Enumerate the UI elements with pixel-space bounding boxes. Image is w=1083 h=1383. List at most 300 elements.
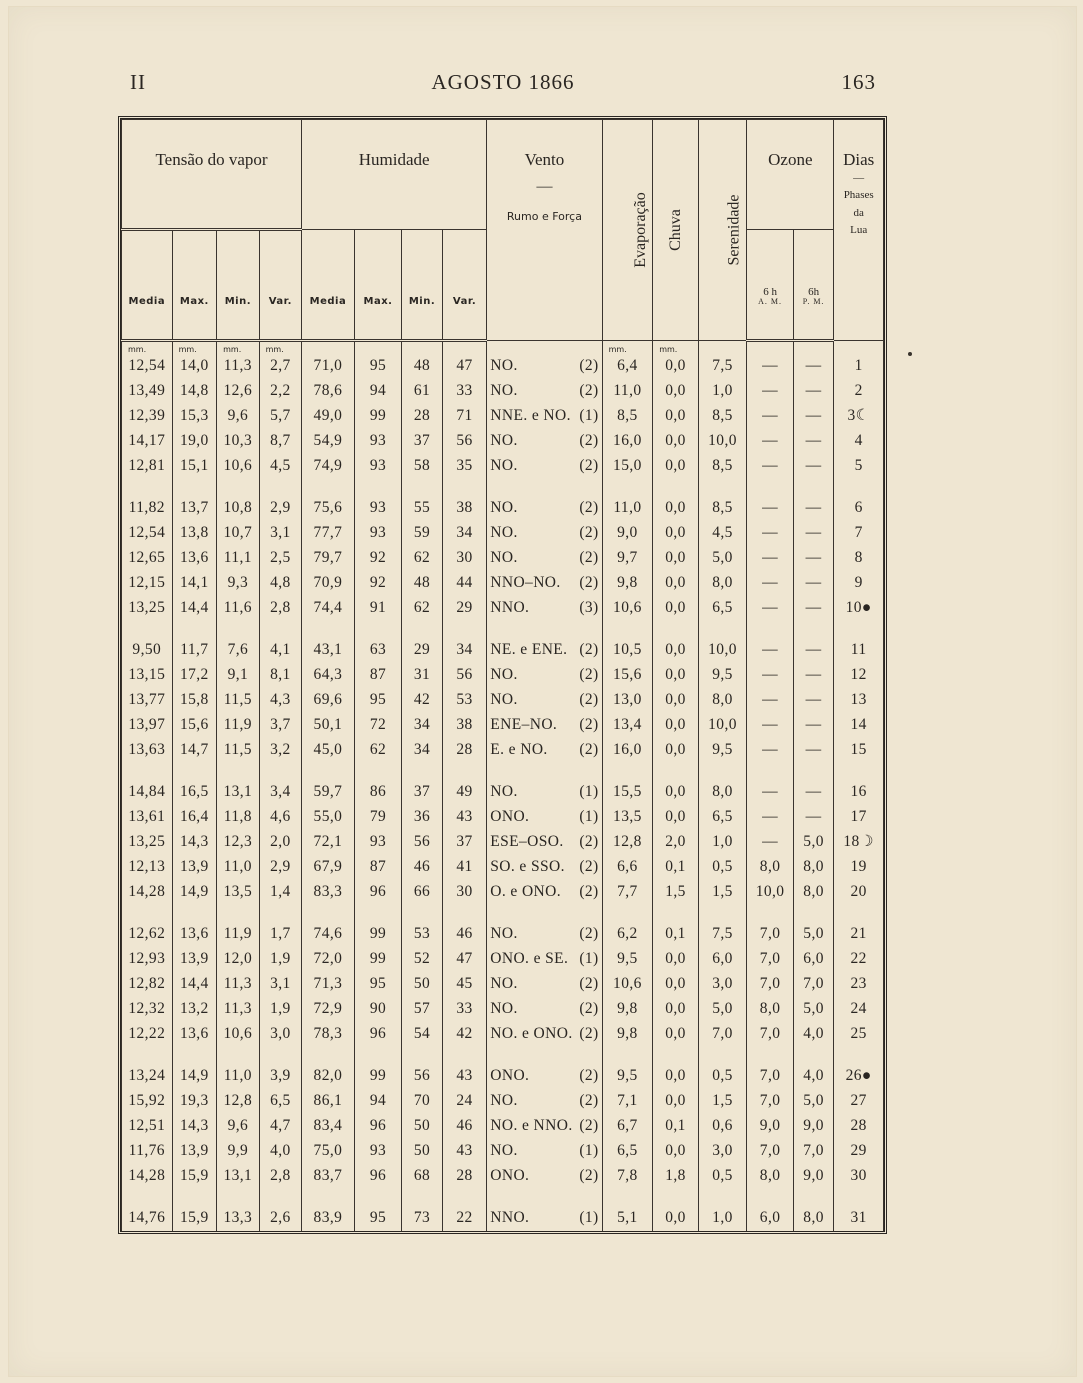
table-row [122, 830, 884, 855]
cell-tensao-var: 4,3 [259, 688, 302, 713]
cell-chuva: 0,0 [653, 996, 699, 1021]
cell-evaporacao: 11,0 [602, 379, 653, 404]
cell-tensao-media: 14,28 [122, 1163, 173, 1188]
cell-evaporacao: 6,7 [602, 1114, 653, 1139]
cell-humidade-max: 95 [354, 354, 402, 379]
cell-tensao-max: 13,2 [172, 996, 217, 1021]
cell-ozone-pm: 8,0 [793, 854, 833, 879]
table-row [122, 688, 884, 713]
cell-dia: 27 [834, 1089, 884, 1114]
table-row [122, 428, 884, 453]
wind-direction: E. e NO. [490, 740, 548, 758]
cell-humidade-max: 94 [354, 1089, 402, 1114]
cell-ozone-pm: 5,0 [793, 1089, 833, 1114]
cell-humidade-media: 54,9 [302, 428, 355, 453]
cell-evaporacao: 6,2 [602, 922, 653, 947]
cell-humidade-min: 58 [402, 453, 442, 478]
cell-tensao-var: 3,1 [259, 972, 302, 997]
cell-humidade-var: 33 [442, 996, 487, 1021]
cell-evaporacao: 16,0 [602, 428, 653, 453]
cell-chuva: 1,5 [653, 879, 699, 904]
cell-serenidade: 10,0 [698, 428, 747, 453]
cell-tensao-min: 13,1 [217, 1163, 260, 1188]
wind-force: (2) [579, 573, 599, 591]
cell-serenidade: 1,0 [698, 379, 747, 404]
cell-humidade-var: 42 [442, 1021, 487, 1046]
cell-humidade-max: 72 [354, 712, 402, 737]
cell-tensao-min: 11,6 [217, 595, 260, 620]
cell-tensao-var: 3,9 [259, 1064, 302, 1089]
cell-tensao-min: 10,8 [217, 496, 260, 521]
cell-tensao-media: 13,77 [122, 688, 173, 713]
wind-force: (2) [579, 857, 599, 875]
cell-tensao-min: 13,3 [217, 1206, 260, 1231]
cell-humidade-var: 56 [442, 428, 487, 453]
wind-force: (2) [579, 524, 599, 542]
cell-humidade-min: 55 [402, 496, 442, 521]
cell-tensao-max: 13,6 [172, 546, 217, 571]
cell-humidade-var: 34 [442, 521, 487, 546]
cell-humidade-max: 95 [354, 972, 402, 997]
header-da: da [853, 206, 864, 219]
cell-tensao-var: 2,0 [259, 830, 302, 855]
cell-dia: 14 [834, 712, 884, 737]
cell-humidade-min: 48 [402, 570, 442, 595]
cell-tensao-min: 12,8 [217, 1089, 260, 1114]
cell-tensao-min: 11,5 [217, 688, 260, 713]
wind-force: (2) [579, 641, 599, 659]
wind-force: (2) [579, 690, 599, 708]
table-row [122, 1089, 884, 1114]
cell-humidade-media: 50,1 [302, 712, 355, 737]
cell-tensao-var: 3,4 [259, 780, 302, 805]
cell-chuva: 0,0 [653, 595, 699, 620]
unit-mm: mm. [217, 341, 260, 355]
cell-chuva: 0,0 [653, 1206, 699, 1231]
cell-humidade-media: 64,3 [302, 663, 355, 688]
cell-tensao-min: 12,6 [217, 379, 260, 404]
cell-dia: 6 [834, 496, 884, 521]
cell-dia: 13 [834, 688, 884, 713]
cell-tensao-var: 2,7 [259, 354, 302, 379]
table-row [122, 1064, 884, 1089]
cell-tensao-var: 2,5 [259, 546, 302, 571]
wind-force: (2) [579, 456, 599, 474]
cell-ozone-am: — [747, 570, 794, 595]
cell-ozone-am: 8,0 [747, 854, 794, 879]
subheader-tensao-max: Max. [172, 230, 217, 341]
cell-chuva: 0,1 [653, 922, 699, 947]
cell-humidade-media: 45,0 [302, 737, 355, 762]
cell-tensao-min: 11,3 [217, 354, 260, 379]
unit-mm: mm. [653, 341, 699, 355]
cell-humidade-var: 22 [442, 1206, 487, 1231]
cell-serenidade: 8,5 [698, 496, 747, 521]
table-row [122, 996, 884, 1021]
cell-ozone-am: — [747, 496, 794, 521]
cell-humidade-media: 72,0 [302, 947, 355, 972]
table-row [122, 570, 884, 595]
cell-tensao-max: 16,4 [172, 805, 217, 830]
cell-ozone-pm: — [793, 663, 833, 688]
wind-force: (2) [579, 431, 599, 449]
subheader-ozone-pm-label: P. M. [802, 297, 825, 307]
cell-humidade-var: 49 [442, 780, 487, 805]
cell-humidade-media: 70,9 [302, 570, 355, 595]
cell-ozone-am: 7,0 [747, 947, 794, 972]
cell-evaporacao: 16,0 [602, 737, 653, 762]
cell-tensao-media: 12,15 [122, 570, 173, 595]
cell-dia: 19 [834, 854, 884, 879]
cell-evaporacao: 10,6 [602, 972, 653, 997]
cell-humidade-var: 30 [442, 879, 487, 904]
cell-humidade-var: 43 [442, 1064, 487, 1089]
cell-ozone-am: — [747, 354, 794, 379]
page-section-numeral: II [130, 70, 146, 94]
cell-humidade-media: 67,9 [302, 854, 355, 879]
header-evaporacao [602, 120, 653, 341]
cell-tensao-media: 13,25 [122, 595, 173, 620]
cell-tensao-var: 6,5 [259, 1089, 302, 1114]
cell-tensao-min: 12,3 [217, 830, 260, 855]
cell-evaporacao: 10,6 [602, 595, 653, 620]
cell-humidade-max: 92 [354, 570, 402, 595]
cell-humidade-media: 86,1 [302, 1089, 355, 1114]
cell-evaporacao: 7,1 [602, 1089, 653, 1114]
cell-tensao-media: 12,93 [122, 947, 173, 972]
cell-humidade-media: 79,7 [302, 546, 355, 571]
cell-humidade-min: 42 [402, 688, 442, 713]
cell-ozone-pm: 9,0 [793, 1114, 833, 1139]
cell-humidade-media: 69,6 [302, 688, 355, 713]
cell-chuva: 0,0 [653, 570, 699, 595]
table-row [122, 638, 884, 663]
cell-ozone-pm: — [793, 546, 833, 571]
cell-vento [487, 780, 602, 805]
cell-vento [487, 972, 602, 997]
header-vento-dash: — [536, 178, 553, 195]
cell-vento [487, 521, 602, 546]
cell-evaporacao: 11,0 [602, 496, 653, 521]
cell-dia: 4 [834, 428, 884, 453]
cell-ozone-pm: — [793, 638, 833, 663]
cell-ozone-am: — [747, 805, 794, 830]
cell-chuva: 0,0 [653, 972, 699, 997]
wind-force: (1) [579, 1209, 599, 1227]
cell-vento [487, 1064, 602, 1089]
cell-tensao-min: 13,1 [217, 780, 260, 805]
cell-tensao-min: 10,3 [217, 428, 260, 453]
cell-evaporacao: 10,5 [602, 638, 653, 663]
header-ozone: Ozone [747, 120, 834, 230]
cell-serenidade: 1,0 [698, 830, 747, 855]
cell-serenidade: 1,0 [698, 1206, 747, 1231]
cell-ozone-pm: 9,0 [793, 1163, 833, 1188]
wind-force: (2) [579, 1116, 599, 1134]
table-row [122, 354, 884, 379]
cell-tensao-min: 11,9 [217, 712, 260, 737]
header-serenidade [698, 120, 747, 341]
cell-tensao-var: 4,0 [259, 1138, 302, 1163]
cell-tensao-max: 14,9 [172, 879, 217, 904]
cell-humidade-var: 24 [442, 1089, 487, 1114]
cell-ozone-pm: — [793, 521, 833, 546]
cell-tensao-max: 14,3 [172, 830, 217, 855]
cell-humidade-var: 71 [442, 404, 487, 429]
table-row [122, 972, 884, 997]
cell-tensao-media: 14,28 [122, 879, 173, 904]
cell-tensao-media: 12,32 [122, 996, 173, 1021]
wind-force: (2) [579, 1024, 599, 1042]
cell-serenidade: 8,0 [698, 688, 747, 713]
cell-ozone-pm: — [793, 453, 833, 478]
cell-evaporacao: 9,5 [602, 947, 653, 972]
wind-force: (2) [579, 382, 599, 400]
cell-tensao-min: 10,6 [217, 453, 260, 478]
cell-humidade-min: 37 [402, 428, 442, 453]
cell-evaporacao: 6,6 [602, 854, 653, 879]
unit-mm: mm. [172, 341, 217, 355]
cell-dia: 16 [834, 780, 884, 805]
table-row [122, 546, 884, 571]
cell-serenidade: 7,0 [698, 1021, 747, 1046]
cell-evaporacao: 15,5 [602, 780, 653, 805]
cell-humidade-media: 74,6 [302, 922, 355, 947]
cell-tensao-min: 11,3 [217, 972, 260, 997]
cell-humidade-min: 59 [402, 521, 442, 546]
cell-ozone-am: 10,0 [747, 879, 794, 904]
cell-evaporacao: 7,8 [602, 1163, 653, 1188]
row-gap [122, 904, 884, 922]
cell-tensao-media: 12,51 [122, 1114, 173, 1139]
cell-tensao-var: 4,5 [259, 453, 302, 478]
cell-ozone-am: 6,0 [747, 1206, 794, 1231]
table-row [122, 1163, 884, 1188]
cell-humidade-media: 78,3 [302, 1021, 355, 1046]
table-row [122, 854, 884, 879]
cell-tensao-min: 9,1 [217, 663, 260, 688]
wind-direction: NNO. [490, 1209, 530, 1227]
cell-tensao-media: 13,49 [122, 379, 173, 404]
cell-tensao-media: 13,61 [122, 805, 173, 830]
cell-vento [487, 805, 602, 830]
header-chuva-label: Chuva [666, 209, 684, 251]
cell-evaporacao: 9,0 [602, 521, 653, 546]
cell-humidade-max: 96 [354, 1163, 402, 1188]
cell-humidade-max: 99 [354, 922, 402, 947]
cell-vento [487, 595, 602, 620]
header-evaporacao-label: Evaporação [631, 192, 649, 268]
table-row [122, 379, 884, 404]
cell-humidade-max: 93 [354, 496, 402, 521]
ink-speck [908, 352, 912, 356]
wind-force: (2) [579, 499, 599, 517]
cell-vento [487, 1021, 602, 1046]
cell-humidade-min: 34 [402, 737, 442, 762]
cell-humidade-min: 28 [402, 404, 442, 429]
cell-tensao-media: 13,97 [122, 712, 173, 737]
cell-dia: 30 [834, 1163, 884, 1188]
table-row [122, 805, 884, 830]
page-title: AGOSTO 1866 [431, 70, 575, 94]
cell-serenidade: 1,5 [698, 1089, 747, 1114]
subheader-humidade-max: Max. [354, 230, 402, 341]
cell-vento [487, 379, 602, 404]
cell-humidade-media: 71,0 [302, 354, 355, 379]
table-row [122, 737, 884, 762]
cell-dia: 11 [834, 638, 884, 663]
cell-ozone-am: 7,0 [747, 1064, 794, 1089]
cell-humidade-min: 53 [402, 922, 442, 947]
wind-direction: ONO. [490, 1067, 530, 1085]
cell-humidade-min: 29 [402, 638, 442, 663]
cell-evaporacao: 13,0 [602, 688, 653, 713]
cell-ozone-am: 8,0 [747, 1163, 794, 1188]
cell-tensao-media: 12,39 [122, 404, 173, 429]
cell-serenidade: 9,5 [698, 663, 747, 688]
cell-tensao-max: 14,4 [172, 972, 217, 997]
cell-dia: 21 [834, 922, 884, 947]
cell-ozone-am: 7,0 [747, 972, 794, 997]
cell-tensao-var: 3,0 [259, 1021, 302, 1046]
table-row [122, 453, 884, 478]
cell-vento [487, 1163, 602, 1188]
cell-humidade-min: 73 [402, 1206, 442, 1231]
cell-tensao-var: 3,7 [259, 712, 302, 737]
cell-ozone-pm: — [793, 496, 833, 521]
header-tensao-do-vapor: Tensão do vapor [122, 120, 302, 230]
wind-force: (1) [579, 406, 599, 424]
wind-force: (1) [579, 950, 599, 968]
cell-humidade-max: 93 [354, 830, 402, 855]
table-row [122, 1138, 884, 1163]
wind-force: (2) [579, 999, 599, 1017]
wind-direction: ENE–NO. [490, 715, 558, 733]
cell-humidade-media: 49,0 [302, 404, 355, 429]
cell-humidade-min: 61 [402, 379, 442, 404]
cell-humidade-min: 57 [402, 996, 442, 1021]
cell-humidade-min: 50 [402, 1114, 442, 1139]
header-serenidade-label: Serenidade [725, 194, 743, 266]
cell-tensao-max: 19,0 [172, 428, 217, 453]
cell-vento [487, 830, 602, 855]
cell-chuva: 0,0 [653, 663, 699, 688]
cell-tensao-var: 1,4 [259, 879, 302, 904]
cell-tensao-max: 14,9 [172, 1064, 217, 1089]
wind-direction: NNO. [490, 598, 530, 616]
cell-serenidade: 8,0 [698, 780, 747, 805]
wind-direction: O. e ONO. [490, 882, 562, 900]
cell-tensao-media: 12,22 [122, 1021, 173, 1046]
cell-humidade-max: 99 [354, 404, 402, 429]
cell-tensao-var: 5,7 [259, 404, 302, 429]
cell-ozone-pm: 5,0 [793, 922, 833, 947]
cell-tensao-media: 13,63 [122, 737, 173, 762]
cell-tensao-media: 14,17 [122, 428, 173, 453]
running-head [130, 70, 876, 100]
cell-dia: 29 [834, 1138, 884, 1163]
cell-chuva: 0,0 [653, 1021, 699, 1046]
cell-ozone-pm: — [793, 595, 833, 620]
table-row [122, 922, 884, 947]
wind-direction: NO. [490, 666, 518, 684]
cell-tensao-max: 15,1 [172, 453, 217, 478]
cell-ozone-pm: 4,0 [793, 1021, 833, 1046]
cell-chuva: 0,0 [653, 805, 699, 830]
cell-tensao-max: 13,9 [172, 947, 217, 972]
cell-humidade-max: 95 [354, 688, 402, 713]
cell-tensao-min: 10,7 [217, 521, 260, 546]
cell-tensao-max: 19,3 [172, 1089, 217, 1114]
cell-tensao-var: 2,6 [259, 1206, 302, 1231]
cell-tensao-max: 15,8 [172, 688, 217, 713]
cell-tensao-min: 9,9 [217, 1138, 260, 1163]
cell-ozone-pm: 6,0 [793, 947, 833, 972]
wind-direction: NO. [490, 499, 518, 517]
cell-humidade-media: 83,7 [302, 1163, 355, 1188]
wind-force: (2) [579, 882, 599, 900]
cell-tensao-max: 14,8 [172, 379, 217, 404]
table-row [122, 780, 884, 805]
wind-direction: ESE–OSO. [490, 832, 564, 850]
cell-tensao-min: 11,8 [217, 805, 260, 830]
cell-chuva: 0,0 [653, 947, 699, 972]
cell-humidade-var: 38 [442, 496, 487, 521]
cell-ozone-pm: — [793, 712, 833, 737]
cell-dia: 26● [834, 1064, 884, 1089]
cell-ozone-am: — [747, 830, 794, 855]
cell-dia: 24 [834, 996, 884, 1021]
cell-tensao-max: 15,9 [172, 1206, 217, 1231]
cell-humidade-var: 53 [442, 688, 487, 713]
cell-tensao-var: 2,8 [259, 595, 302, 620]
cell-ozone-pm: — [793, 737, 833, 762]
cell-vento [487, 879, 602, 904]
cell-tensao-var: 4,8 [259, 570, 302, 595]
cell-chuva: 0,0 [653, 546, 699, 571]
wind-direction: NO. [490, 357, 518, 375]
data-table [121, 119, 884, 1231]
cell-humidade-min: 52 [402, 947, 442, 972]
header-phases: Phases [843, 189, 874, 202]
wind-direction: ONO. [490, 1166, 530, 1184]
cell-humidade-max: 93 [354, 428, 402, 453]
meteorological-table [118, 116, 887, 1234]
cell-humidade-var: 33 [442, 379, 487, 404]
cell-vento [487, 996, 602, 1021]
cell-vento [487, 663, 602, 688]
cell-humidade-max: 62 [354, 737, 402, 762]
cell-chuva: 0,0 [653, 1089, 699, 1114]
cell-dia: 2 [834, 379, 884, 404]
cell-ozone-am: — [747, 428, 794, 453]
units-row [122, 341, 884, 355]
wind-force: (2) [579, 548, 599, 566]
cell-vento [487, 1206, 602, 1231]
cell-serenidade: 5,0 [698, 996, 747, 1021]
cell-humidade-var: 41 [442, 854, 487, 879]
cell-vento [487, 1114, 602, 1139]
cell-ozone-pm: 5,0 [793, 996, 833, 1021]
cell-humidade-min: 37 [402, 780, 442, 805]
cell-serenidade: 3,0 [698, 972, 747, 997]
cell-ozone-pm: — [793, 570, 833, 595]
cell-vento [487, 737, 602, 762]
cell-chuva: 0,0 [653, 354, 699, 379]
cell-humidade-var: 44 [442, 570, 487, 595]
unit-mm: mm. [602, 341, 653, 355]
wind-force: (2) [579, 357, 599, 375]
